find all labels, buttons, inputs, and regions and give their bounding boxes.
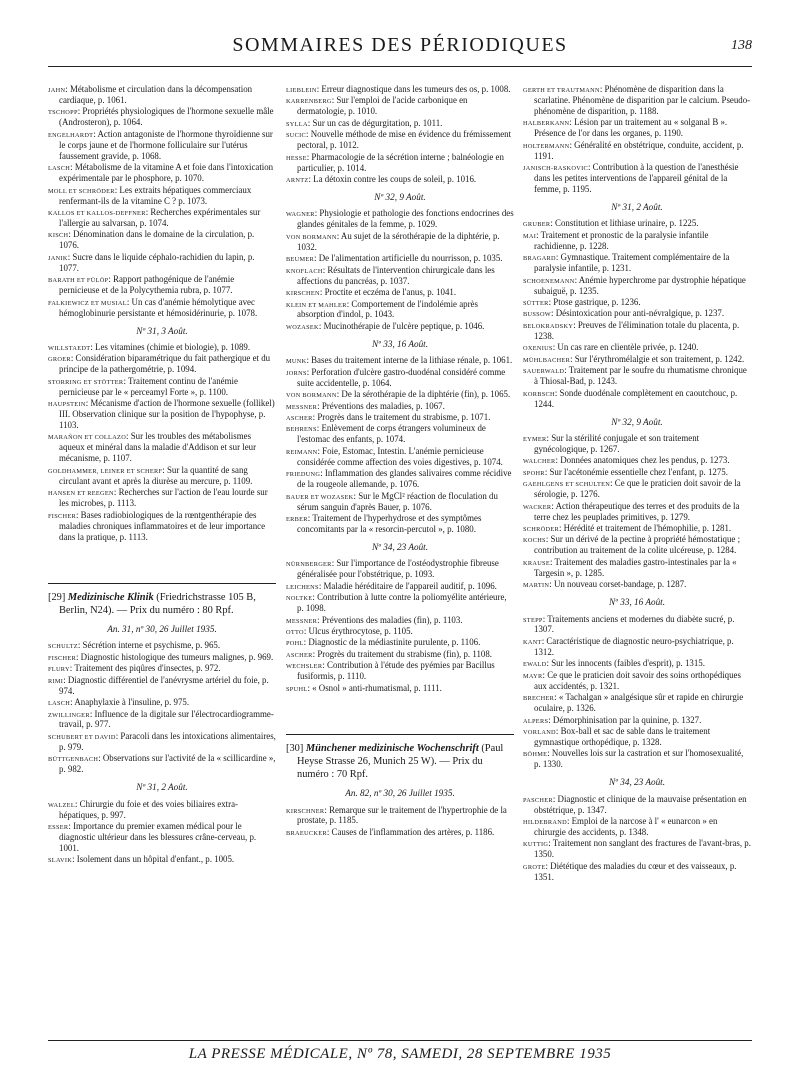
- entry: GERTH ET TRAUTMANN: Phénomène de disparition dans la scarlatine. Phénomène de disparition par le calcium. Pseudo-phénomène de disparition, p. 1188.: [523, 84, 751, 116]
- entry: FISCHER: Diagnostic histologique des tumeurs malignes, p. 969.: [48, 651, 274, 662]
- entry: HILDEBRAND: Emploi de la narcose à l' « eunarcon » en chirurgie des accidents, p. 1348.: [523, 816, 718, 838]
- entry: KLEIN ET MAHLER: Comportement de l'indolémie après absorption d'indol, p. 1043.: [286, 298, 478, 320]
- entry: POHL: Diagnostic de la médiastinite purulente, p. 1106.: [286, 637, 481, 648]
- entry: SCHOENEMANN: Anémie hyperchrome par dystrophie hépatique subaiguë, p. 1235.: [523, 274, 746, 296]
- entry: STEPP: Traitements anciens et modernes du diabète sucré, p. 1307.: [523, 613, 735, 635]
- entry: JORNS: Perforation d'ulcère gastro-duodénal considéré comme suite accidentelle, p. 1064.: [286, 366, 506, 388]
- entry: ALPERS: Démorphinisation par la quinine, p. 1327.: [523, 714, 702, 725]
- entry: KNOFLACH: Résultats de l'intervention chirurgicale dans les affections du pancréas, p. 1037.: [286, 264, 495, 286]
- entry: ZWILLINGER: Influence de la digitale sur l'électrocardiogramme-travail, p. 977.: [48, 708, 274, 730]
- entry: LASCH: Métabolisme de la vitamine A et foie dans l'intoxication expérimentale par le phosphore, p. 1070.: [48, 162, 274, 184]
- entry: KOCHS: Sur un dérivé de la pectine à propriété hémostatique ; contribution au traitement de la colite ulcéreuse, p. 1284.: [523, 534, 741, 556]
- entry: REIMANN: Foie, Estomac, Intestin. L'anémie pernicieuse considérée comme affection des voies digestives, p. 1074.: [286, 445, 503, 467]
- entry: WACKER: Action thérapeutique des terres et des produits de la terre chez les peuplades primitives, p. 1279.: [523, 500, 740, 522]
- entry: WOZASEK: Mucinothérapie de l'ulcère peptique, p. 1046.: [286, 320, 485, 331]
- journal-heading: [29] Medizinische Klinik (Friedrichstrasse 105 B, Berlin, N24). — Prix du numéro : 80 Rpf.: [48, 583, 276, 617]
- entry: GOLDHAMMER, LEINER ET SCHERF: Sur la quantité de sang circulant avant et après la diurèse au mercure, p. 1109.: [48, 464, 253, 486]
- entry: SPUHL: « Osnol » anti-rhumatismal, p. 1111.: [286, 682, 442, 693]
- entry: VON BORMANN: Au sujet de la sérothérapie de la diphtérie, p. 1032.: [286, 230, 500, 252]
- entry: MARTIN: Un nouveau corset-bandage, p. 1287.: [523, 579, 687, 590]
- entry: WAGNER: Physiologie et pathologie des fonctions endocrines des glandes génitales de la femme, p. 1029.: [286, 208, 514, 230]
- entry: NÜRNBERGER: Sur l'importance de l'ostéodystrophie fibreuse généralisée pour l'obstétrique, p. 1093.: [286, 558, 499, 580]
- entry: BUSSOW: Désintoxication pour anti-névralgique, p. 1237.: [523, 308, 725, 319]
- entry: HALBERKANN: Lésion par un traitement au « solganal B ». Présence de l'or dans les organes, p. 1190.: [523, 117, 728, 139]
- entry: ENGELHARDT: Action antagoniste de l'hormone thyroïdienne sur le corps jaune et de l'hormone folliculaire sur l'utérus faussement gravide, p. 1068.: [48, 128, 273, 161]
- entry: SÜTTER: Ptose gastrique, p. 1236.: [523, 297, 641, 308]
- entry: BÖHME: Nouvelles lois sur la castration et sur l'homosexualité, p. 1330.: [523, 748, 744, 770]
- entry: GAEHLGENS ET SCHULTEN: Ce que le praticien doit savoir de la sérologie, p. 1276.: [523, 478, 741, 500]
- entry: OTTO: Ulcus érythrocytose, p. 1105.: [286, 625, 413, 636]
- entry: KIRSCHNER: Remarque sur le traitement de l'hypertrophie de la prostate, p. 1185.: [286, 804, 507, 826]
- entry: WALCHER: Données anatomiques chez les pendus, p. 1273.: [523, 455, 730, 466]
- entry: WALZEL: Chirurgie du foie et des voies biliaires extra-hépatiques, p. 997.: [48, 798, 238, 820]
- entry: BRAGARD: Gymnastique. Traitement complémentaire de la paralysie infantile, p. 1231.: [523, 252, 730, 274]
- entry: OXENIUS: Un cas rare en clientèle privée, p. 1240.: [523, 342, 699, 353]
- entry: NOLTKE: Contribution à lutte contre la poliomyélite antérieure, p. 1098.: [286, 592, 507, 614]
- entry: FLURY: Traitement des piqûres d'insectes, p. 972.: [48, 663, 221, 674]
- page-number: 138: [731, 38, 752, 53]
- entry: KRAUSE: Traitement des maladies gastro-intestinales par la « Targesin », p. 1285.: [523, 556, 737, 578]
- entry: FRIEDUNG: Inflammation des glandes salivaires comme récidive de la rougeole allemande, p. 1076.: [286, 468, 512, 490]
- entry: WECHSLER: Contribution à l'étude des pyémies par Bacillus fusiformis, p. 1110.: [286, 660, 495, 682]
- header-rule: [48, 66, 752, 67]
- entry: MUNK: Bases du traitement interne de la lithiase rénale, p. 1061.: [286, 355, 513, 366]
- page-header: [48, 34, 752, 64]
- entry: MAYR: Ce que le praticien doit savoir des soins orthopédiques aux accidentés, p. 1321.: [523, 669, 741, 691]
- entry: HOLTERMANN: Généralité en obstétrique, conduite, accident, p. 1191.: [523, 139, 744, 161]
- issue-heading: Nº 33, 16 Août.: [371, 338, 429, 349]
- issue-heading: An. 31, nº 30, 26 Juillet 1935.: [107, 623, 217, 634]
- entry: STORRING ET STÖTTER: Traitement continu de l'anémie pernicieuse par le « perceamyl Forte », p. 1100.: [48, 375, 238, 397]
- issue-heading: Nº 33, 16 Août.: [608, 597, 666, 608]
- issue-heading: Nº 32, 9 Août.: [374, 192, 426, 203]
- entry: SCHRÖDER: Hérédité et traitement de l'hémophilie, p. 1281.: [523, 522, 732, 533]
- entry: EWALD: Sur les innocents (faibles d'esprit), p. 1315.: [523, 658, 705, 669]
- entry: SLAVIK: Isolement dans un hôpital d'enfant., p. 1005.: [48, 854, 235, 865]
- entry: KIRSCHEN: Proctite et eczéma de l'anus, p. 1041.: [286, 287, 457, 298]
- entry: GRUBER: Constitution et lithiase urinaire, p. 1225.: [523, 218, 699, 229]
- issue-heading: Nº 32, 9 Août.: [611, 416, 663, 427]
- entry: ESSER: Importance du premier examen médical pour le diagnostic ultérieur dans les blessures crâne-cerveau, p. 1001.: [48, 820, 257, 853]
- entry: MESSNER: Préventions des maladies, p. 1067.: [286, 400, 445, 411]
- entry: HANSEN ET REEGEN: Recherches sur l'action de l'eau lourde sur les microbes, p. 1113.: [48, 487, 268, 509]
- entry: MOLL ET SCHRÖDER: Les extraits hépatiques commerciaux renfermant-ils de la vitamine C ? p. 1073.: [48, 184, 252, 206]
- footer-rule: [48, 1040, 752, 1041]
- journal-heading: [30] Münchener medizinische Wochenschrift (Paul Heyse Strasse 26, Munich 25 W). — Prix du numéro : 70 Rpf.: [286, 734, 514, 781]
- spacer: [48, 543, 276, 571]
- entry: SAUERWALD: Traitement par le soufre du rhumatisme chronique à Thiosal-Bad, p. 1243.: [523, 365, 747, 387]
- entry: KUTTIG: Traitement non sanglant des fractures de l'avant-bras, p. 1350.: [523, 838, 751, 860]
- entry: FISCHER: Bases radiobiologiques de la rœntgenthérapie des maladies chroniques inflammatoires et de leur importance dans la pratique, p. 1113.: [48, 509, 266, 542]
- page-footer: LA PRESSE MÉDICALE, Nº 78, SAMEDI, 28 SEPTEMBRE 1935: [188, 1046, 612, 1062]
- entry: MARAÑON ET COLLAZO: Sur les troubles des métabolismes aqueux et minéral dans la maladie d'Addison et sur leur mécanisme, p. 1107.: [48, 431, 257, 464]
- issue-heading: An. 82, nº 30, 26 Juillet 1935.: [345, 788, 455, 799]
- entry: ARNTZ: La détoxin contre les coups de soleil, p. 1016.: [286, 174, 477, 185]
- column-3: [523, 84, 751, 883]
- entry: EYMER: Sur la stérilité conjugale et son traitement gynécologique, p. 1267.: [523, 432, 700, 454]
- entry: LASCH: Anaphylaxie à l'insuline, p. 975.: [48, 697, 190, 708]
- entry: ASCHER: Progrès dans le traitement du strabisme, p. 1071.: [286, 411, 491, 422]
- entry: LIEBLEIN: Erreur diagnostique dans les tumeurs des os, p. 1008.: [286, 84, 511, 94]
- entry: SUCIC: Nouvelle méthode de mise en évidence du frémissement pectoral, p. 1012.: [286, 129, 512, 151]
- entry: JANISCH-RASKOVIC: Contribution à la question de l'anesthésie dans les petites interventions de l'appareil génital de la femme, p. 1195.: [523, 162, 739, 195]
- entry: BRECHER: « Tachalgan » analgésique sûr et rapide en chirurgie oculaire, p. 1326.: [523, 692, 744, 714]
- entry: FALKIEWICZ ET MUSIAL: Un cas d'anémie hémolytique avec hémoglobinurie persistante et hémosidérinurie, p. 1078.: [48, 296, 258, 318]
- entry: BÜTTGENBACH: Observations sur l'activité de la « scillicardine », p. 982.: [48, 753, 276, 775]
- entry: HESSE: Pharmacologie de la sécrétion interne ; balnéologie en particulier, p. 1014.: [286, 151, 504, 173]
- issue-heading: Nº 31, 2 Août.: [611, 202, 663, 213]
- entry: BEUMER: De l'alimentation artificielle du nourrisson, p. 1035.: [286, 253, 503, 264]
- entry: TSCHOPP: Propriétés physiologiques de l'hormone sexuelle mâle (Androsteron), p. 1064.: [48, 106, 274, 128]
- spacer: [286, 694, 514, 722]
- entry: JANIK: Sucre dans le liquide céphalo-rachidien du lapin, p. 1077.: [48, 251, 255, 273]
- entry: PASCHER: Diagnostic et clinique de la mauvaise présentation en obstétrique, p. 1347.: [523, 793, 747, 815]
- entry: SYLLA: Sur un cas de dégurgitation, p. 1011.: [286, 117, 443, 128]
- entry: ASCHER: Progrès du traitement du strabisme (fin), p. 1108.: [286, 648, 493, 659]
- entry: BARATH ET FÜLÖP: Rapport pathogénique de l'anémie pernicieuse et de la Polycythemia rubra, p. 1077.: [48, 274, 235, 296]
- issue-heading: Nº 34, 23 Août.: [371, 541, 429, 552]
- entry: SCHUBERT ET DAVID: Paracoli dans les intoxications alimentaires, p. 979.: [48, 730, 276, 752]
- column-2: [286, 84, 514, 838]
- entry: BELOKRADSKY: Preuves de l'élimination totale du placenta, p. 1238.: [523, 319, 740, 341]
- entry: MESSNER: Préventions des maladies (fin), p. 1103.: [286, 614, 463, 625]
- entry: KANT: Caractéristique de diagnostic neuro-psychiatrique, p. 1312.: [523, 635, 734, 657]
- entry: MAI: Traitement et pronostic de la paralysie infantile rachidienne, p. 1228.: [523, 229, 709, 251]
- entry: LEICHENS: Maladie héréditaire de l'appareil auditif, p. 1096.: [286, 580, 497, 591]
- entry: JAHN: Métabolisme et circulation dans la décompensation cardiaque, p. 1061.: [48, 84, 253, 105]
- entry: BEHRENS: Enlèvement de corps étrangers volumineux de l'estomac des enfants, p. 1074.: [286, 423, 486, 445]
- entry: RIMI: Diagnostic différentiel de l'anévrysme artériel du foie, p. 974.: [48, 674, 269, 696]
- entry: KALLOS ET KALLOS-DEFFNER: Recherches expérimentales sur l'allergie au salvarsan, p. 1074.: [48, 206, 261, 228]
- entry: BRAEUCKER: Causes de l'inflammation des artères, p. 1186.: [286, 826, 495, 837]
- entry: GROTE: Diététique des maladies du cœur et des vaisseaux, p. 1351.: [523, 860, 737, 882]
- entry: KARRENBERG: Sur l'emploi de l'acide carbonique en dermatologie, p. 1010.: [286, 95, 468, 117]
- entry: VORLAND: Box-ball et sac de sable dans le traitement gymnastique orthopédique, p. 1328.: [523, 726, 711, 747]
- column-1: [48, 84, 276, 866]
- issue-heading: Nº 34, 23 Août.: [608, 777, 666, 788]
- page-title: SOMMAIRES DES PÉRIODIQUES: [232, 34, 568, 56]
- entry: SCHULTZ: Sécrétion interne et psychisme, p. 965.: [48, 640, 221, 651]
- issue-heading: Nº 31, 3 Août.: [136, 325, 188, 336]
- entry: MÜHLBACHER: Sur l'érythromélalgie et son traitement, p. 1242.: [523, 353, 745, 364]
- entry: SPOHR: Sur l'acétonémie essentielle chez l'enfant, p. 1275.: [523, 466, 728, 477]
- entry: GROER: Considération biparamétrique du fait pathergique et du principe de la pathergométrie, p. 1094.: [48, 353, 271, 375]
- entry: ERBER: Traitement de l'hyperhydrose et des symptômes concomitants par la « resorcin-percutol », p. 1080.: [286, 513, 482, 534]
- entry: BAUER ET WOZASEK: Sur le MgCl² réaction de floculation du sérum sanguin d'après Bauer, p. 1076.: [286, 490, 498, 512]
- issue-heading: Nº 31, 2 Août.: [136, 782, 188, 793]
- entry: WILLSTAEDT: Les vitamines (chimie et biologie), p. 1089.: [48, 341, 251, 352]
- entry: VON BORMANN: De la sérothérapie de la diphtérie (fin), p. 1065.: [286, 389, 511, 400]
- entry: HAUPSTEIN: Mécanisme d'action de l'hormone sexuelle (follikel) III. Observation clinique sur la position de l'hypophyse, p. 1103.: [48, 398, 275, 430]
- entry: KISCH: Dénomination dans le domaine de la circulation, p. 1076.: [48, 229, 255, 251]
- entry: KORBSCH: Sonde duodénale complètement en caoutchouc, p. 1244.: [523, 387, 738, 409]
